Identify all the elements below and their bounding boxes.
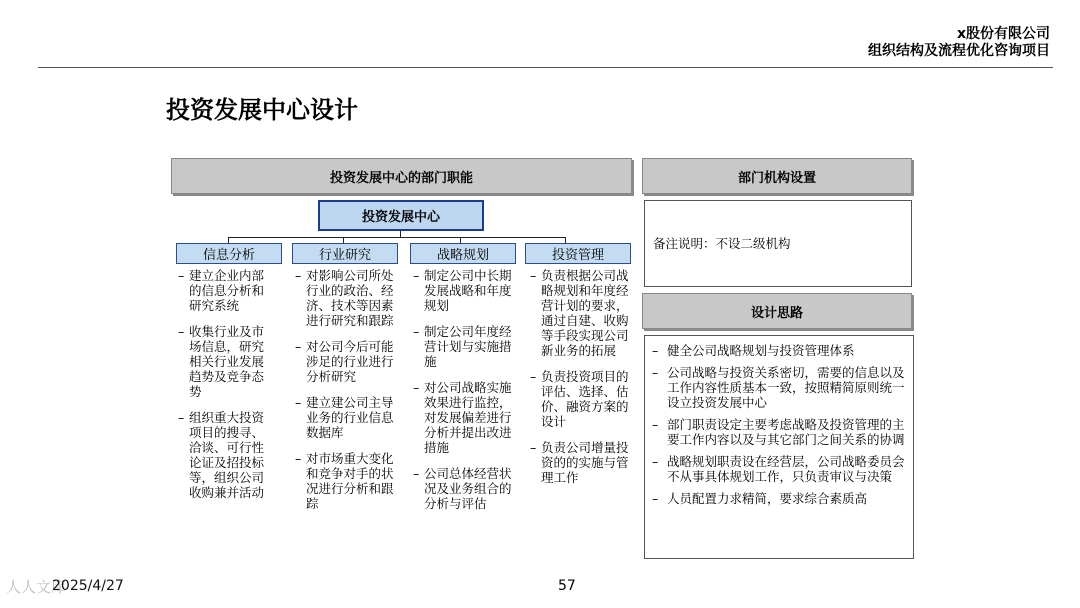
company-name: x股份有限公司 — [956, 26, 1050, 42]
list-item: – 对公司战略实施效果进行监控，对发展偏差进行分析并提出改进措施 — [413, 380, 512, 455]
list-item: – 部门职责设定主要考虑战略及投资管理的主要工作内容以及与其它部门之间关系的协调 — [652, 417, 905, 447]
list-item: – 公司总体经营状况及业务组合的分析与评估 — [413, 466, 512, 511]
category-investment-management: 投资管理 — [525, 243, 631, 264]
functions-heading: 投资发展中心的部门职能 — [171, 158, 632, 194]
list-item: – 对市场重大变化和竞争对手的状况进行分析和跟踪 — [295, 451, 394, 511]
list-item: – 战略规划职责设在经营层，公司战略委员会不从事具体规划工作，只负责审议与决策 — [652, 454, 905, 484]
project-name: 组织结构及流程优化咨询项目 — [868, 43, 1050, 59]
center-box: 投资发展中心 — [318, 200, 484, 231]
page-number: 57 — [558, 578, 576, 594]
category-info-analysis: 信息分析 — [176, 243, 282, 264]
header-divider — [38, 67, 1053, 68]
connector-bar — [228, 237, 566, 238]
company-header — [868, 26, 1050, 60]
design-heading: 设计思路 — [642, 293, 912, 329]
list-item: – 对公司今后可能涉足的行业进行分析研究 — [295, 339, 394, 384]
category-strategy-planning: 战略规划 — [410, 243, 516, 264]
structure-heading: 部门机构设置 — [642, 158, 912, 194]
footer-date: 2025/4/27 — [52, 578, 124, 594]
category-industry-research: 行业研究 — [292, 243, 398, 264]
note-text: 备注说明：不设二级机构 — [653, 236, 791, 251]
list-item: – 健全公司战略规划与投资管理体系 — [652, 343, 855, 358]
column-info-analysis — [178, 268, 274, 511]
list-item: – 建立企业内部的信息分析和研究系统 — [178, 268, 265, 313]
list-item: – 负责根据公司战略规划和年度经营计划的要求，通过自建、收购等手段实现公司新业务的拓展 — [530, 268, 629, 358]
list-item: – 对影响公司所处行业的政治、经济、技术等因素进行研究和跟踪 — [295, 268, 394, 328]
list-item: – 负责公司增量投资的的实施与管理工作 — [530, 440, 629, 485]
list-item: – 公司战略与投资关系密切，需要的信息以及工作内容性质基本一致，按照精简原则统一设立投资发展中心 — [652, 365, 905, 410]
design-list — [644, 335, 914, 559]
column-investment-management — [530, 268, 630, 496]
list-item: – 组织重大投资项目的搜寻、洽谈、可行性论证及招投标等，组织公司收购兼并活动 — [178, 410, 265, 500]
watermark: 人人文库 — [6, 578, 67, 596]
list-item: – 制定公司年度经营计划与实施措施 — [413, 324, 512, 369]
column-strategy-planning — [413, 268, 513, 522]
note-box — [644, 200, 912, 287]
list-item: – 负责投资项目的评估、选择、估价、融资方案的设计 — [530, 369, 629, 429]
list-item: – 人员配置力求精简，要求综合素质高 — [652, 491, 868, 506]
page-title: 投资发展中心设计 — [166, 96, 358, 124]
column-industry-research — [295, 268, 399, 522]
list-item: – 制定公司中长期发展战略和年度规划 — [413, 268, 512, 313]
list-item: – 建立建公司主导业务的行业信息数据库 — [295, 395, 394, 440]
list-item: – 收集行业及市场信息，研究相关行业发展趋势及竞争态势 — [178, 324, 265, 399]
